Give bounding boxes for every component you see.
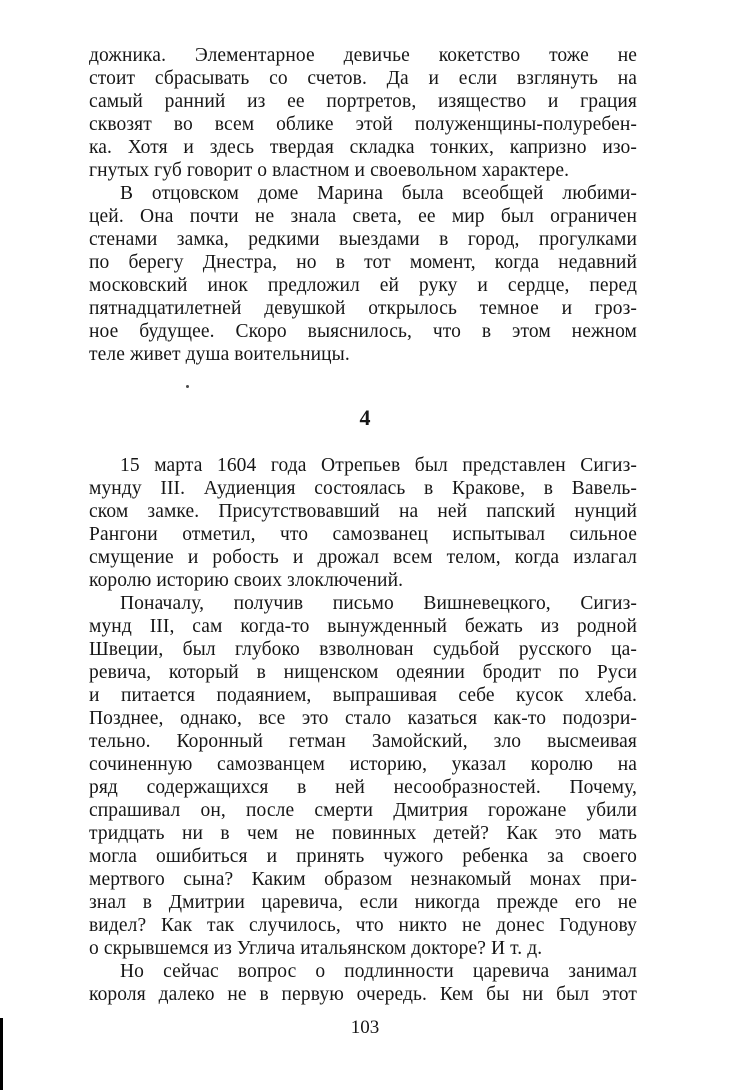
text-line: короля далеко не в первую очередь. Кем бы ни был этот: [89, 984, 637, 1005]
text-line: ка. Хотя и здесь твердая складка тонких, капризно изо-: [89, 137, 637, 158]
text-line: Поначалу, получив письмо Вишневецкого, Сигиз-: [120, 593, 637, 614]
text-line: о скрывшемся из Углича итальянском докторе? И т. д.: [89, 938, 543, 959]
text-line: теле живет душа воительницы.: [89, 344, 350, 365]
text-line: дожника. Элементарное девичье кокетство тоже не: [89, 45, 637, 66]
text-line: пятнадцатилетней девушкой открылось темное и гроз-: [89, 298, 637, 319]
text-line: знал в Дмитрии царевича, если никогда прежде его не: [89, 892, 637, 913]
text-line: королю историю своих злоключений.: [89, 570, 404, 591]
text-line: спрашивал он, после смерти Дмитрия горожане убили: [89, 800, 637, 821]
text-line: цей. Она почти не знала света, ее мир был ограничен: [89, 206, 637, 227]
text-line: Швеции, был глубоко взволнован судьбой русского ца-: [89, 639, 637, 660]
text-line: В отцовском доме Марина была всеобщей любими-: [120, 183, 637, 204]
text-line: мертвого сына? Каким образом незнакомый монах при-: [89, 869, 637, 890]
text-line: ряд содержащихся в ней несообразностей. Почему,: [89, 777, 637, 798]
text-line: тридцать ни в чем не повинных детей? Как это мать: [89, 823, 637, 844]
page-number: 103: [350, 1017, 380, 1038]
text-line: Позднее, однако, все это стало казаться как-то подозри-: [89, 708, 637, 729]
text-line: стоит сбрасывать со счетов. Да и если взглянуть на: [89, 68, 637, 89]
text-line: видел? Как так случилось, что никто не донес Годунову: [89, 915, 637, 936]
binding-edge: [0, 1018, 3, 1090]
text-line: тельно. Коронный гетман Замойский, зло высмеивая: [89, 731, 637, 752]
text-line: гнутых губ говорит о властном и своевольном характере.: [89, 160, 570, 181]
text-line: могла ошибиться и принять чужого ребенка за своего: [89, 846, 637, 867]
text-line: московский инок предложил ей руку и сердце, перед: [89, 275, 637, 296]
text-line: мунду III. Аудиенция состоялась в Кракове, в Вавель-: [89, 478, 637, 499]
text-line: ное будущее. Скоро выяснилось, что в этом нежном: [89, 321, 637, 342]
text-line: по берегу Днестра, но в тот момент, когда недавний: [89, 252, 637, 273]
text-line: ревича, который в нищенском одеянии бродит по Руси: [89, 662, 637, 683]
text-line: сочиненную самозванцем историю, указал королю на: [89, 754, 637, 775]
scan-speck: [186, 385, 189, 388]
text-line: смущение и робость и дрожал всем телом, когда излагал: [89, 547, 637, 568]
chapter-number: 4: [359, 405, 371, 430]
text-line: мунд III, сам когда-то вынужденный бежать из родной: [89, 616, 637, 637]
text-line: стенами замка, редкими выездами в город, прогулками: [89, 229, 637, 250]
text-line: 15 марта 1604 года Отрепьев был представлен Сигиз-: [120, 455, 637, 476]
text-line: ском замке. Присутствовавший на ней папский нунций: [89, 501, 637, 522]
text-line: сквозят во всем облике этой полуженщины-полуребен-: [89, 114, 637, 135]
text-line: самый ранний из ее портретов, изящество и грация: [89, 91, 637, 112]
text-line: Рангони отметил, что самозванец испытывал сильное: [89, 524, 637, 545]
text-line: Но сейчас вопрос о подлинности царевича занимал: [120, 961, 637, 982]
text-line: и питается подаянием, выпрашивая себе кусок хлеба.: [89, 685, 637, 706]
